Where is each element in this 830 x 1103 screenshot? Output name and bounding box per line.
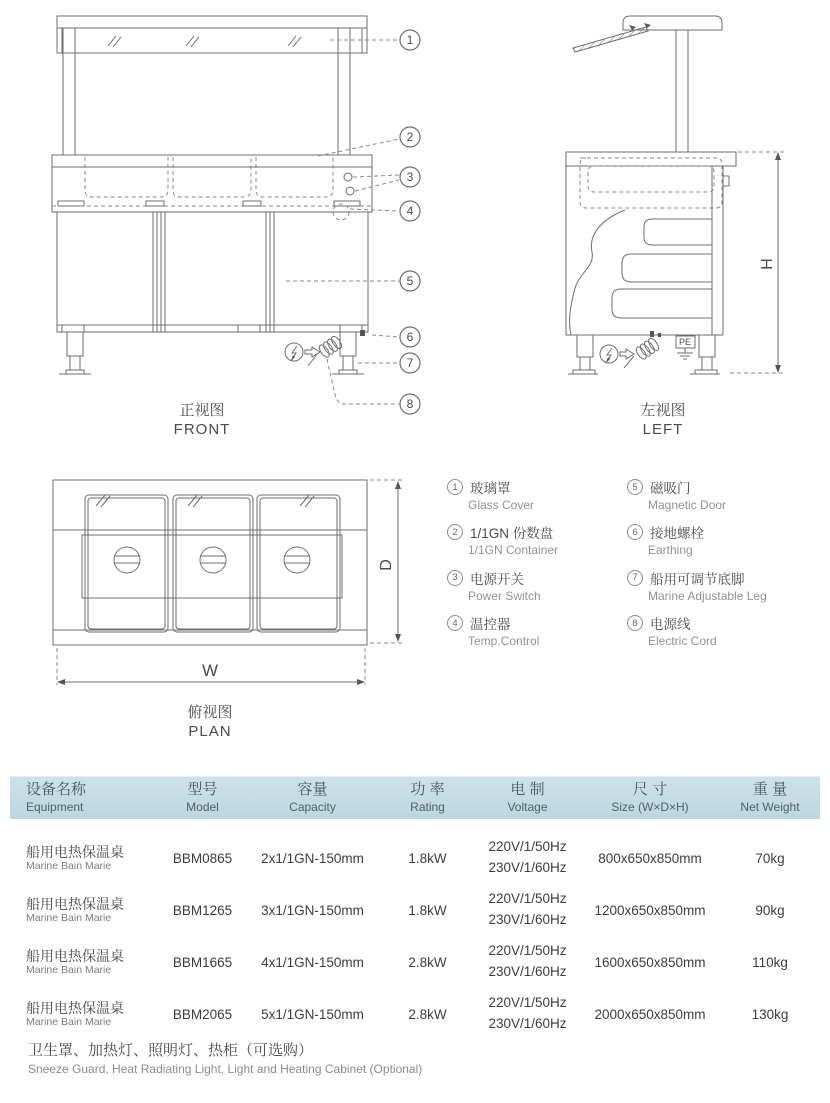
width-dimension xyxy=(57,648,365,685)
cabinet-front xyxy=(57,212,368,336)
header-equipment: 设备名称 Equipment xyxy=(26,781,87,814)
glass-hatch-marks xyxy=(108,36,301,47)
cell-model: BBM2065 xyxy=(172,1006,233,1022)
cell-model: BBM1265 xyxy=(172,902,233,918)
legend-en-6: Earthing xyxy=(648,543,693,558)
legend-cn-4: 温控器 xyxy=(470,617,511,633)
glass-cover-assembly xyxy=(57,16,367,155)
front-view-title-en: FRONT xyxy=(173,420,231,438)
earthing-bolt xyxy=(360,330,365,336)
cell-capacity: 3x1/1GN-150mm xyxy=(261,902,364,918)
note-cn: 卫生罩、加热灯、照明灯、热柜（可选购） xyxy=(28,1042,314,1059)
note-en: Sneeze Guard, Heat Radiating Light, Light and Heating Cabinet (Optional) xyxy=(28,1062,423,1076)
cell-equipment: 船用电热保温桌 Marine Bain Marie xyxy=(26,895,124,925)
cabinet-cutaway xyxy=(566,210,723,337)
counter-top xyxy=(52,155,372,220)
callout-balloons xyxy=(400,30,420,414)
cell-rating: 2.8kW xyxy=(408,954,447,970)
legend-num-5: 5 xyxy=(627,479,643,495)
legend-en-4: Temp.Control xyxy=(468,634,540,649)
plan-view-title-en: PLAN xyxy=(188,722,232,740)
callout-8-num: 8 xyxy=(406,397,414,411)
optional-accessories-note xyxy=(28,1040,422,1078)
legend-item-earthing xyxy=(627,522,812,557)
spec-table-body xyxy=(10,832,820,1040)
cell-model: BBM1665 xyxy=(172,954,233,970)
left-view-drawing xyxy=(545,5,830,415)
front-view-title-cn: 正视图 xyxy=(179,402,225,419)
legend-en-3: Power Switch xyxy=(468,588,541,603)
header-size: 尺 寸 Size (W×D×H) xyxy=(611,781,689,814)
legend-num-4: 4 xyxy=(447,615,463,631)
legend-num-1: 1 xyxy=(447,479,463,495)
legend-en-7: Marine Adjustable Leg xyxy=(648,588,767,603)
angled-glass-panel xyxy=(573,27,648,52)
header-model: 型号 Model xyxy=(186,781,219,814)
callout-4-num: 4 xyxy=(406,204,414,218)
table-row xyxy=(10,884,820,936)
legend-item-temp-control xyxy=(447,613,605,648)
cell-capacity: 4x1/1GN-150mm xyxy=(261,954,364,970)
plan-view-title-cn: 俯视图 xyxy=(187,704,233,721)
cell-size: 1200x650x850mm xyxy=(594,902,706,918)
legend-item-glass-cover xyxy=(447,477,605,512)
table-row xyxy=(10,936,820,988)
cell-rating: 1.8kW xyxy=(408,850,447,866)
cell-rating: 1.8kW xyxy=(408,902,447,918)
legend-item-electric-cord xyxy=(627,613,812,648)
callout-7-num: 7 xyxy=(406,356,414,370)
parts-legend xyxy=(447,477,812,659)
door-latch-tab xyxy=(723,176,729,186)
cell-rating: 2.8kW xyxy=(408,1006,447,1022)
cell-model: BBM0865 xyxy=(172,850,233,866)
dim-h-label: H xyxy=(757,258,774,270)
callout-1-num: 1 xyxy=(406,33,414,47)
legend-item-adjustable-leg xyxy=(627,568,812,603)
legend-num-7: 7 xyxy=(627,570,643,586)
well-knobs xyxy=(114,547,310,573)
electric-symbol-side xyxy=(600,345,634,363)
legend-item-magnetic-door xyxy=(627,477,812,512)
cell-equipment: 船用电热保温桌 Marine Bain Marie xyxy=(26,999,124,1029)
callout-6-num: 6 xyxy=(406,330,414,344)
header-net-weight: 重 量 Net Weight xyxy=(740,781,800,814)
cell-size: 1600x650x850mm xyxy=(594,954,706,970)
cell-size: 2000x650x850mm xyxy=(594,1006,706,1022)
header-rating: 功 率 Rating xyxy=(410,781,445,814)
left-view-label xyxy=(588,402,738,440)
legend-en-5: Magnetic Door xyxy=(648,498,727,512)
legend-num-8: 8 xyxy=(627,615,643,631)
dim-d-label: D xyxy=(378,559,395,571)
legend-cn-2: 1/1GN 份数盘 xyxy=(470,526,554,542)
header-voltage: 电 制 Voltage xyxy=(507,781,548,814)
cell-weight: 110kg xyxy=(752,954,788,970)
cell-voltage: 220V/1/50Hz 230V/1/60Hz xyxy=(488,891,567,927)
temp-control-knob xyxy=(346,187,354,195)
earthing-bolt-side xyxy=(650,331,654,337)
power-switch-knob xyxy=(344,173,352,181)
legend-num-2: 2 xyxy=(447,524,463,540)
legend-item-power-switch xyxy=(447,568,605,603)
cell-capacity: 2x1/1GN-150mm xyxy=(261,850,364,866)
legend-item-gn-container xyxy=(447,522,605,557)
front-view-drawing xyxy=(40,5,440,420)
table-row xyxy=(10,988,820,1040)
legend-cn-7: 船用可调节底脚 xyxy=(650,571,745,587)
left-view-title-cn: 左视图 xyxy=(640,402,686,419)
callout-3-num: 3 xyxy=(406,170,414,184)
legend-column-2 xyxy=(627,477,812,659)
cell-equipment: 船用电热保温桌 Marine Bain Marie xyxy=(26,843,124,873)
header-capacity: 容量 Capacity xyxy=(289,781,336,814)
plan-view-label xyxy=(135,704,285,742)
cell-size: 800x650x850mm xyxy=(598,850,702,866)
cell-weight: 90kg xyxy=(755,902,785,918)
legend-cn-5: 磁吸门 xyxy=(650,481,691,496)
legend-en-1: Glass Cover xyxy=(468,498,535,512)
left-view-title-en: LEFT xyxy=(642,420,684,438)
spec-table-header xyxy=(10,776,820,819)
electric-cord-coil-side xyxy=(634,337,660,361)
cell-weight: 70kg xyxy=(755,850,785,866)
legend-cn-1: 玻璃罩 xyxy=(470,481,511,496)
legend-cn-8: 电源线 xyxy=(650,617,691,633)
pe-earthing-symbol xyxy=(676,336,695,359)
electric-symbol xyxy=(285,343,320,361)
legend-column-1 xyxy=(447,477,605,659)
canopy-side xyxy=(573,16,722,152)
cell-capacity: 5x1/1GN-150mm xyxy=(261,1006,364,1022)
legend-en-2: 1/1GN Container xyxy=(468,543,559,558)
depth-dimension xyxy=(370,480,405,643)
callout-2-num: 2 xyxy=(406,130,414,144)
height-dimension xyxy=(730,152,785,373)
legend-en-8: Electric Cord xyxy=(648,634,717,649)
legend-cn-6: 接地螺栓 xyxy=(650,526,704,542)
dim-w-label: W xyxy=(201,661,219,680)
callout-5-num: 5 xyxy=(406,274,414,288)
legend-num-3: 3 xyxy=(447,570,463,586)
legend-num-6: 6 xyxy=(627,524,643,540)
pe-label: PE xyxy=(678,337,692,347)
cell-voltage: 220V/1/50Hz 230V/1/60Hz xyxy=(488,943,567,979)
table-row xyxy=(10,832,820,884)
plan-view-drawing xyxy=(40,470,460,695)
front-view-label xyxy=(127,402,277,440)
cell-weight: 130kg xyxy=(751,1006,789,1022)
cell-voltage: 220V/1/50Hz 230V/1/60Hz xyxy=(488,995,567,1031)
legend-cn-3: 电源开关 xyxy=(470,571,524,587)
spec-table xyxy=(10,776,820,1031)
cell-equipment: 船用电热保温桌 Marine Bain Marie xyxy=(26,947,124,977)
cell-voltage: 220V/1/50Hz 230V/1/60Hz xyxy=(488,839,567,875)
